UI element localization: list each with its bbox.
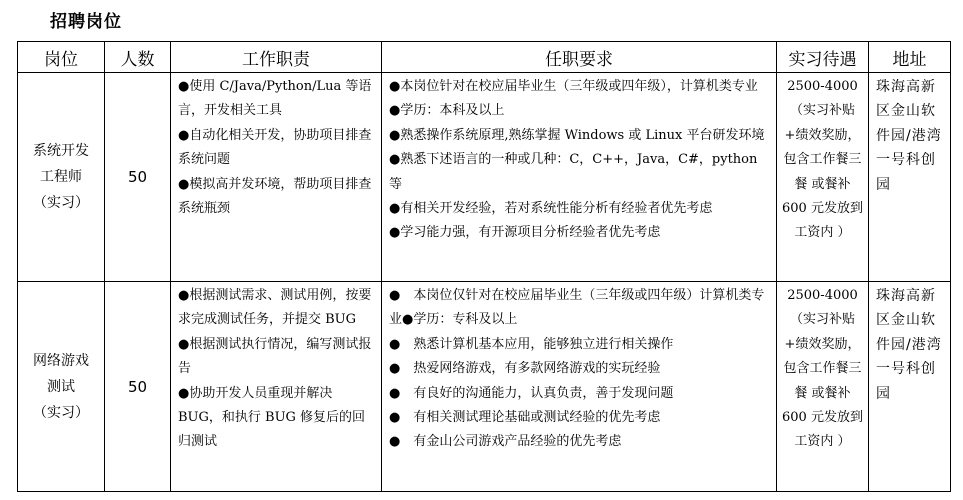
duty-item: ●使用 C/Java/Python/Lua 等语言，开发相关工具 (178, 79, 372, 119)
salary-range: 2500-4000 (787, 79, 858, 94)
header-salary: 实习待遇 (777, 42, 869, 73)
header-count: 人数 (105, 42, 171, 73)
requirement-item: ●有相关开发经验，若对系统性能分析有经验者优先考虑 (389, 201, 713, 217)
requirement-item: ● 本岗位仅针对在校应届毕业生（三年级或四年级）计算机类专业●学历：专科及以上 (389, 288, 765, 328)
requirement-item: ●学习能力强，有开源项目分析经验者优先考虑 (389, 225, 661, 241)
header-position: 岗位 (18, 42, 105, 73)
requirements-cell (382, 73, 777, 282)
requirement-item: ● 热爱网络游戏，有多款网络游戏的实玩经验 (389, 361, 661, 377)
table-row (18, 282, 951, 492)
position-name-line: 测试 (47, 378, 75, 395)
salary-cell (777, 282, 869, 492)
duty-item: ●模拟高并发环境，帮助项目排查系统瓶颈 (178, 176, 372, 217)
salary-cell (777, 73, 869, 282)
duties-cell (171, 73, 382, 282)
requirement-item: ● 熟悉计算机基本应用，能够独立进行相关操作 (389, 336, 674, 352)
duties-cell (171, 282, 382, 492)
table-header-row (18, 42, 951, 73)
requirement-item: ● 有相关测试理论基础或测试经验的优先考虑 (389, 410, 661, 426)
header-address: 地址 (869, 42, 951, 73)
job-table (17, 41, 951, 492)
header-requirements: 任职要求 (382, 42, 777, 73)
address-cell: 珠海高新区金山软件园/港湾一号科创园 (869, 282, 951, 492)
requirement-item: ●熟悉下述语言的一种或几种：C，C++，Java，C#，python 等 (389, 152, 758, 192)
address-cell: 珠海高新区金山软件园/港湾一号科创园 (869, 73, 951, 282)
salary-note: （实习补贴+绩效奖励，包含工作餐三餐 或餐补 600 元发放到工资内 ） (782, 312, 863, 450)
table-row (18, 73, 951, 282)
duty-item: ●自动化相关开发，协助项目排查系统问题 (178, 127, 372, 168)
requirement-item: ●本岗位针对在校应届毕业生（三年级或四年级），计算机类专业 ●学历：本科及以上 (389, 79, 771, 119)
position-name-line: 工程师 (40, 169, 82, 185)
page-title: 招聘岗位 (50, 12, 122, 32)
salary-note: （实习补贴+绩效奖励，包含工作餐三餐 或餐补 600 元发放到工资内 ） (782, 103, 863, 241)
headcount-cell: 50 (105, 282, 171, 492)
position-name-line: 网络游戏 (33, 352, 89, 369)
position-cell (18, 282, 105, 492)
header-duties: 工作职责 (171, 42, 382, 73)
position-type: （实习） (33, 195, 89, 211)
headcount-cell: 50 (105, 73, 171, 282)
position-type: （实习） (33, 404, 89, 421)
salary-range: 2500-4000 (787, 288, 858, 303)
requirement-item: ●熟悉操作系统原理,熟练掌握 Windows 或 Linux 平台研发环境 (389, 127, 765, 143)
position-name-line: 系统开发 (33, 143, 89, 159)
duty-item: ●根据测试需求、测试用例，按要求完成测试任务，并提交 BUG (178, 288, 372, 328)
requirement-item: ● 有金山公司游戏产品经验的优先考虑 (389, 434, 622, 450)
requirement-item: ● 有良好的沟通能力，认真负责，善于发现问题 (389, 385, 674, 401)
position-cell (18, 73, 105, 282)
duty-item: ●根据测试执行情况，编写测试报告 (178, 336, 372, 377)
duty-item: ●协助开发人员重现并解决 BUG，和执行 BUG 修复后的回归测试 (178, 385, 366, 450)
requirements-cell (382, 282, 777, 492)
